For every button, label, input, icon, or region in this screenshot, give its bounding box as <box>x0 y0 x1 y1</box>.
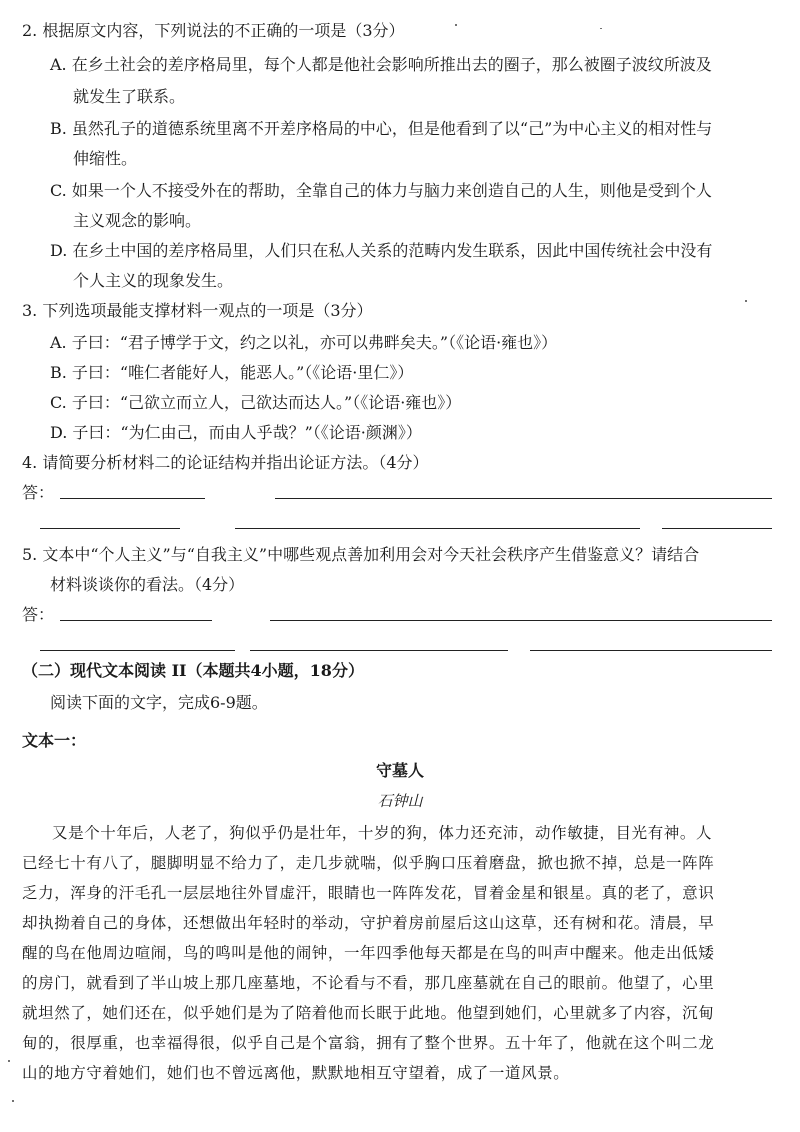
q4-answer-blank-2[interactable] <box>275 498 772 499</box>
q2-option-a-line1: A. 在乡土社会的差序格局里，每个人都是他社会影响所推出去的圈子，那么被圈子波纹所波及 <box>50 55 712 74</box>
story-line-7: 就坦然了，她们还在，似乎她们是为了陪着他而长眠于此地。他望到她们，心里就多了内容，沉甸 <box>22 1004 715 1022</box>
story-line-5: 醒的鸟在他周边喧闹，鸟的鸣叫是他的闹钟，一年四季他每天都是在鸟的叫声中醒来。他走出低矮 <box>22 944 715 962</box>
story-line-3: 乏力，浑身的汗毛孔一层层地往外冒虚汗，眼睛也一阵阵发花，冒着金星和银星。真的老了，意识 <box>22 884 715 902</box>
q5-answer-label: 答： <box>22 605 55 624</box>
text-one-label: 文本一： <box>22 731 87 750</box>
scan-speck <box>8 1060 10 1062</box>
story-title: 守墓人 <box>375 761 424 780</box>
q5-answer-blank-4[interactable] <box>250 650 508 651</box>
section2-heading: （二）现代文本阅读 II（本题共4小题，18分） <box>22 661 364 680</box>
q2-option-c-line1: C. 如果一个人不接受外在的帮助，全靠自己的体力与脑力来创造自己的人生，则他是受到个人 <box>50 181 712 200</box>
section2-instruction: 阅读下面的文字，完成6-9题。 <box>50 693 268 712</box>
q4-answer-blank-3[interactable] <box>40 528 180 529</box>
q2-option-c-line2: 主义观念的影响。 <box>73 211 202 230</box>
q5-answer-blank-2[interactable] <box>270 620 772 621</box>
q5-answer-blank-3[interactable] <box>40 650 235 651</box>
q4-stem: 4. 请简要分析材料二的论证结构并指出论证方法。（4分） <box>22 453 429 472</box>
q5-answer-blank-1[interactable] <box>60 620 212 621</box>
q2-option-d-line1: D. 在乡土中国的差序格局里，人们只在私人关系的范畴内发生联系，因此中国传统社会中没有 <box>50 241 713 260</box>
story-line-6: 的房门，就看到了半山坡上那几座墓地，不论看与不看，那几座墓就在自己的眼前。他望了，心里 <box>22 974 715 992</box>
q5-stem-line1: 5. 文本中“个人主义”与“自我主义”中哪些观点善加利用会对今天社会秩序产生借鉴意义？请结合 <box>22 545 700 564</box>
q3-option-c: C. 子曰：“己欲立而立人，己欲达而达人。”（《论语·雍也》） <box>50 393 462 412</box>
q2-option-d-line2: 个人主义的现象发生。 <box>73 271 234 290</box>
story-line-8: 甸的，很厚重，也幸福得很，似乎自己是个富翁，拥有了整个世界。五十年了，他就在这个叫二龙 <box>22 1034 715 1052</box>
scan-speck <box>745 300 747 302</box>
story-author: 石钟山 <box>377 792 423 810</box>
q3-stem: 3. 下列选项最能支撑材料一观点的一项是（3分） <box>22 301 373 320</box>
q2-option-a-line2: 就发生了联系。 <box>73 87 186 106</box>
story-line-4: 却执拗着自己的身体，还想做出年轻时的举动，守护着房前屋后这山这草，还有树和花。清晨，早 <box>22 914 715 932</box>
story-line-1: 又是个十年后，人老了，狗似乎仍是壮年，十岁的狗，体力还充沛，动作敏捷，目光有神。人 <box>52 824 713 842</box>
q3-option-d: D. 子曰：“为仁由己，而由人乎哉？”（《论语·颜渊》） <box>50 423 422 442</box>
q3-option-b: B. 子曰：“唯仁者能好人，能恶人。”（《论语·里仁》） <box>50 363 414 382</box>
q2-stem: 2. 根据原文内容，下列说法的不正确的一项是（3分） <box>22 21 405 40</box>
q3-option-a: A. 子曰：“君子博学于文，约之以礼，亦可以弗畔矣夫。”（《论语·雍也》） <box>50 333 558 352</box>
q4-answer-blank-1[interactable] <box>60 498 205 499</box>
story-line-2: 已经七十有八了，腿脚明显不给力了，走几步就喘，似乎胸口压着磨盘，掀也掀不掉，总是一阵阵 <box>22 854 715 872</box>
story-line-9: 山的地方守着她们，她们也不曾远离他，默默地相互守望着，成了一道风景。 <box>22 1064 570 1082</box>
q5-stem-line2: 材料谈谈你的看法。（4分） <box>50 575 245 594</box>
scan-speck <box>12 1100 14 1102</box>
q4-answer-label: 答： <box>22 483 55 502</box>
q5-answer-blank-5[interactable] <box>530 650 772 651</box>
q2-option-b-line1: B. 虽然孔子的道德系统里离不开差序格局的中心，但是他看到了以“己”为中心主义的相对性与 <box>50 119 713 138</box>
q2-option-b-line2: 伸缩性。 <box>73 149 138 168</box>
scan-speck <box>600 28 602 29</box>
q4-answer-blank-5[interactable] <box>662 528 772 529</box>
scan-speck <box>455 24 457 26</box>
q4-answer-blank-4[interactable] <box>235 528 640 529</box>
